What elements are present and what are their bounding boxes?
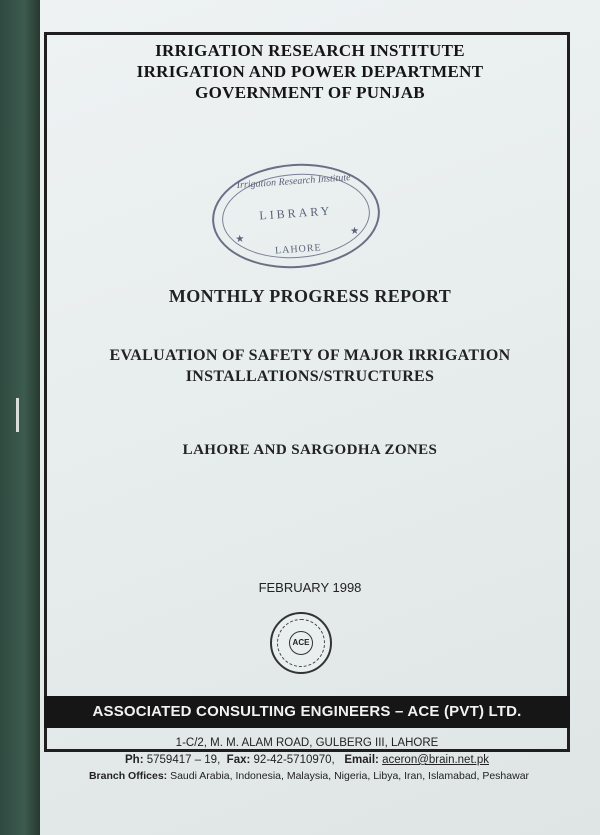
stamp-bottom-text: LAHORE [274,242,322,257]
star-icon: ★ [235,233,245,246]
email-link[interactable]: aceron@brain.net.pk [382,754,489,766]
branch-offices-list: Saudi Arabia, Indonesia, Malaysia, Nigeria, Libya, Iran, Islamabad, Peshawar [170,770,530,782]
branch-offices-line [44,770,574,782]
spine-binding [0,0,40,835]
report-date: FEBRUARY 1998 [258,580,362,595]
phone-number: 5759417 – 19, [146,754,221,766]
company-name-banner: ASSOCIATED CONSULTING ENGINEERS – ACE (PVT) LTD. [44,696,570,728]
fax-number: 92-42-5710970, [253,754,335,766]
email-label: Email: [344,754,379,766]
institution-header [60,40,560,103]
company-contact-line [44,754,570,766]
stamp-top-text: Irrigation Research Institute [236,172,351,192]
subtitle-line-1: EVALUATION OF SAFETY OF MAJOR IRRIGATION [109,347,511,364]
binding-mark [16,398,19,432]
subtitle-line-2: INSTALLATIONS/STRUCTURES [185,368,435,385]
stamp-middle-text: LIBRARY [258,203,333,223]
branch-offices-label: Branch Offices: [88,770,168,782]
star-icon: ★ [349,225,360,238]
report-title: MONTHLY PROGRESS REPORT [168,286,452,306]
header-line-1: IRRIGATION RESEARCH INSTITUTE [155,41,465,60]
phone-label: Ph: [125,754,144,766]
header-line-2: IRRIGATION AND POWER DEPARTMENT [136,62,484,81]
header-line-3: GOVERNMENT OF PUNJAB [195,83,425,102]
report-subtitle [60,345,560,387]
ace-seal-icon [270,612,332,674]
report-zones: LAHORE AND SARGODHA ZONES [182,442,438,458]
company-address: 1-C/2, M. M. ALAM ROAD, GULBERG III, LAHORE [175,737,439,749]
fax-label: Fax: [226,754,251,766]
seal-core-text: ACE [289,631,313,655]
